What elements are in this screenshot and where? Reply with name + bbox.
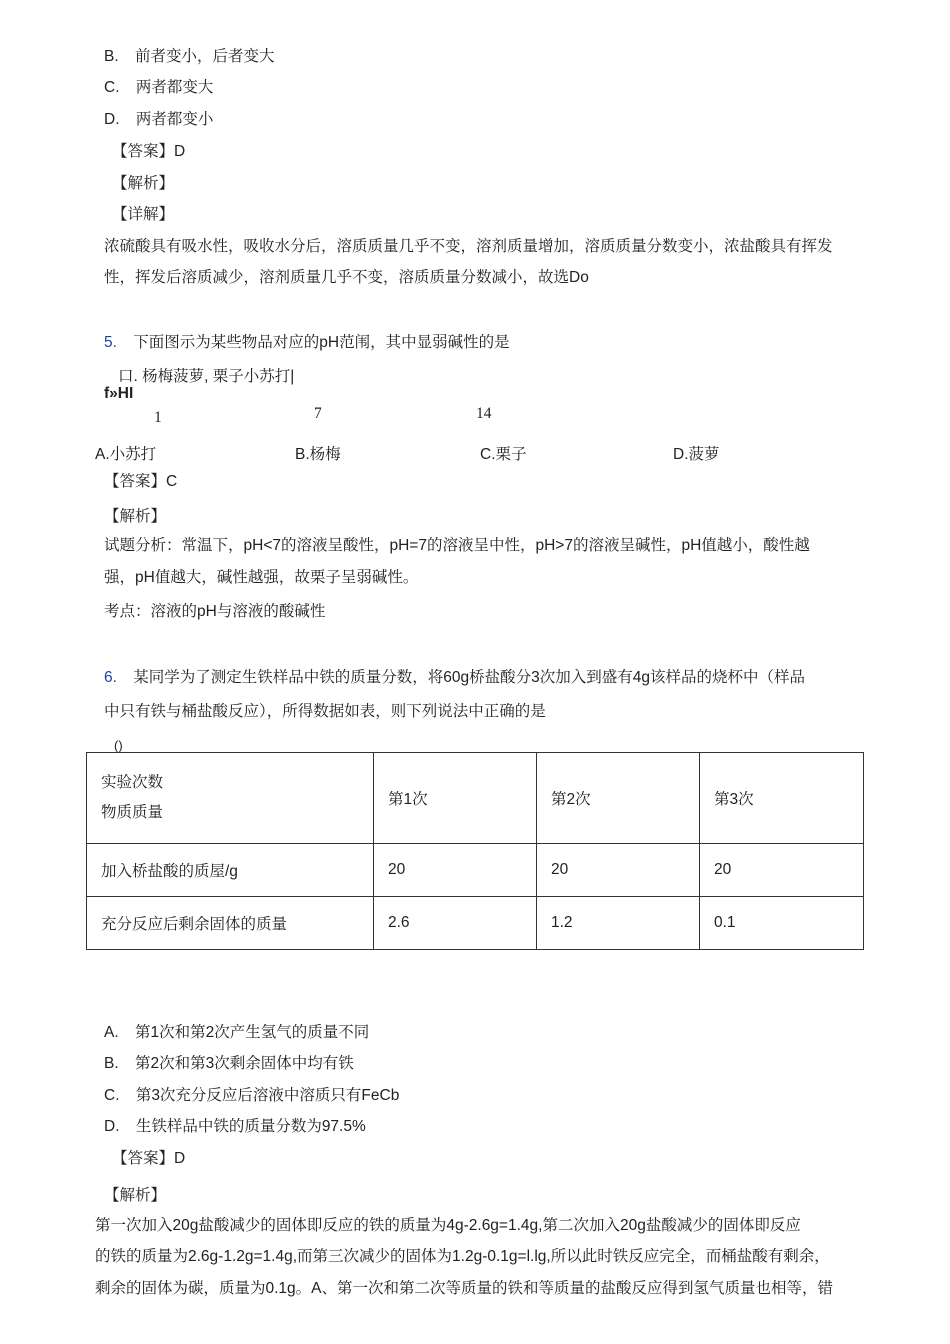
q4-answer: 【答案】D [112, 143, 186, 160]
table-header-cell: 第2次 [537, 753, 700, 844]
q5-option-d: D.菠萝 [673, 446, 720, 463]
q4-analysis-heading: 【解析】 [112, 175, 175, 192]
option-label: B. [104, 48, 119, 65]
q5-tick-7: 7 [314, 405, 322, 422]
table-corner-cell [87, 753, 374, 844]
option-label: D. [104, 111, 120, 128]
table-header-cell: 第1次 [374, 753, 537, 844]
option-label: C. [104, 1087, 120, 1104]
table-cell: 20 [700, 844, 864, 897]
q6-option-a [104, 1023, 369, 1043]
option-text: 两者都变大 [135, 79, 214, 96]
option-text: 两者都变小 [135, 111, 214, 128]
q5-analysis-heading: 【解析】 [104, 508, 167, 525]
q6-stem-line-2: 中只有铁与桶盐酸反应），所得数据如表，则下列说法中正确的是 [104, 703, 546, 720]
q5-figure-items: 口. 杨梅菠萝, 栗子小苏打| [118, 368, 295, 385]
q6-paren: () [114, 738, 123, 753]
q4-option-d [104, 110, 213, 130]
question-text: 下面图示为某些物品对应的pH范闱，其中显弱碱性的是 [133, 334, 510, 351]
option-label: A. [104, 1024, 119, 1041]
corner-top-label: 实验次数 [101, 774, 164, 791]
q6-analysis-line-3: 剩余的固体为碳，质量为0.1g。A、第一次和第二次等质量的铁和等质量的盐酸反应得到氢气质量也相等，错 [95, 1280, 834, 1297]
q5-tick-14: 14 [476, 405, 492, 422]
q5-figure-axis-label: f»HI [104, 385, 134, 402]
option-text: 生铁样品中铁的质量分数为97.5% [135, 1118, 366, 1135]
option-label: B. [104, 1055, 119, 1072]
table-cell: 1.2 [537, 897, 700, 950]
option-text: 第1次和第2次产生氢气的质量不同 [134, 1024, 370, 1041]
question-number: 5. [104, 334, 117, 351]
table-cell: 20 [374, 844, 537, 897]
table-row [87, 897, 864, 950]
option-label: C. [104, 79, 120, 96]
corner-bottom-label: 物质质量 [101, 804, 164, 821]
table-cell: 2.6 [374, 897, 537, 950]
q5-analysis-line-2: 强，pH值越大，碱性越强，故栗子呈弱碱性。 [104, 569, 419, 586]
option-text: 前者变小，后者变大 [134, 48, 275, 65]
q5-option-b: B.杨梅 [295, 446, 341, 463]
table-header-row [87, 753, 864, 844]
q4-option-b [104, 47, 274, 67]
table-row [87, 844, 864, 897]
q4-detail-line-2: 性，挥发后溶质减少，溶剂质量几乎不变，溶质质量分数减小，故选Do [104, 269, 589, 286]
q4-detail-heading: 【详解】 [112, 206, 175, 223]
q5-tick-1: 1 [154, 409, 162, 426]
table-row-label: 加入桥盐酸的质屋/g [87, 844, 374, 897]
q6-option-b [104, 1054, 354, 1074]
q5-stem [104, 333, 510, 353]
q5-option-a: A.小苏打 [95, 446, 157, 463]
table-cell: 20 [537, 844, 700, 897]
q4-option-c [104, 78, 213, 98]
option-text: 第2次和第3次剩余固体中均有铁 [134, 1055, 354, 1072]
table-cell: 0.1 [700, 897, 864, 950]
question-text: 某同学为了测定生铁样品中铁的质量分数，将60g桥盐酸分3次加入到盛有4g该样品的烧杯中（样品 [133, 669, 805, 686]
q6-stem-line-1 [104, 668, 805, 688]
q6-data-table [86, 752, 864, 950]
q5-kaodian: 考点：溶液的pH与溶液的酸碱性 [104, 603, 326, 620]
q5-answer: 【答案】C [104, 473, 178, 490]
q6-analysis-heading: 【解析】 [104, 1187, 167, 1204]
q4-detail-line-1: 浓硫酸具有吸水性，吸收水分后，溶质质量几乎不变，溶剂质量增加，溶质质量分数变小，浓盐酸具有挥发 [104, 238, 833, 255]
question-number: 6. [104, 669, 117, 686]
table-header-cell: 第3次 [700, 753, 864, 844]
q6-answer: 【答案】D [112, 1150, 186, 1167]
q5-option-c: C.栗子 [480, 446, 527, 463]
q6-option-d [104, 1117, 366, 1137]
q6-option-c [104, 1086, 399, 1106]
option-label: D. [104, 1118, 120, 1135]
table-row-label: 充分反应后剩余固体的质量 [87, 897, 374, 950]
q6-analysis-line-2: 的铁的质量为2.6g-1.2g=1.4g,而第三次减少的固体为1.2g-0.1g=l.lg,所以此时铁反应完全，而桶盐酸有剩余， [95, 1248, 830, 1265]
q5-analysis-line-1: 试题分析：常温下，pH<7的溶液呈酸性，pH=7的溶液呈中性，pH>7的溶液呈碱性，pH值越小，酸性越 [104, 537, 810, 554]
q6-analysis-line-1: 第一次加入20g盐酸减少的固体即反应的铁的质量为4g-2.6g=1.4g,第二次加入20g盐酸减少的固体即反应 [95, 1217, 801, 1234]
option-text: 第3次充分反应后溶液中溶质只有FeCb [135, 1087, 400, 1104]
